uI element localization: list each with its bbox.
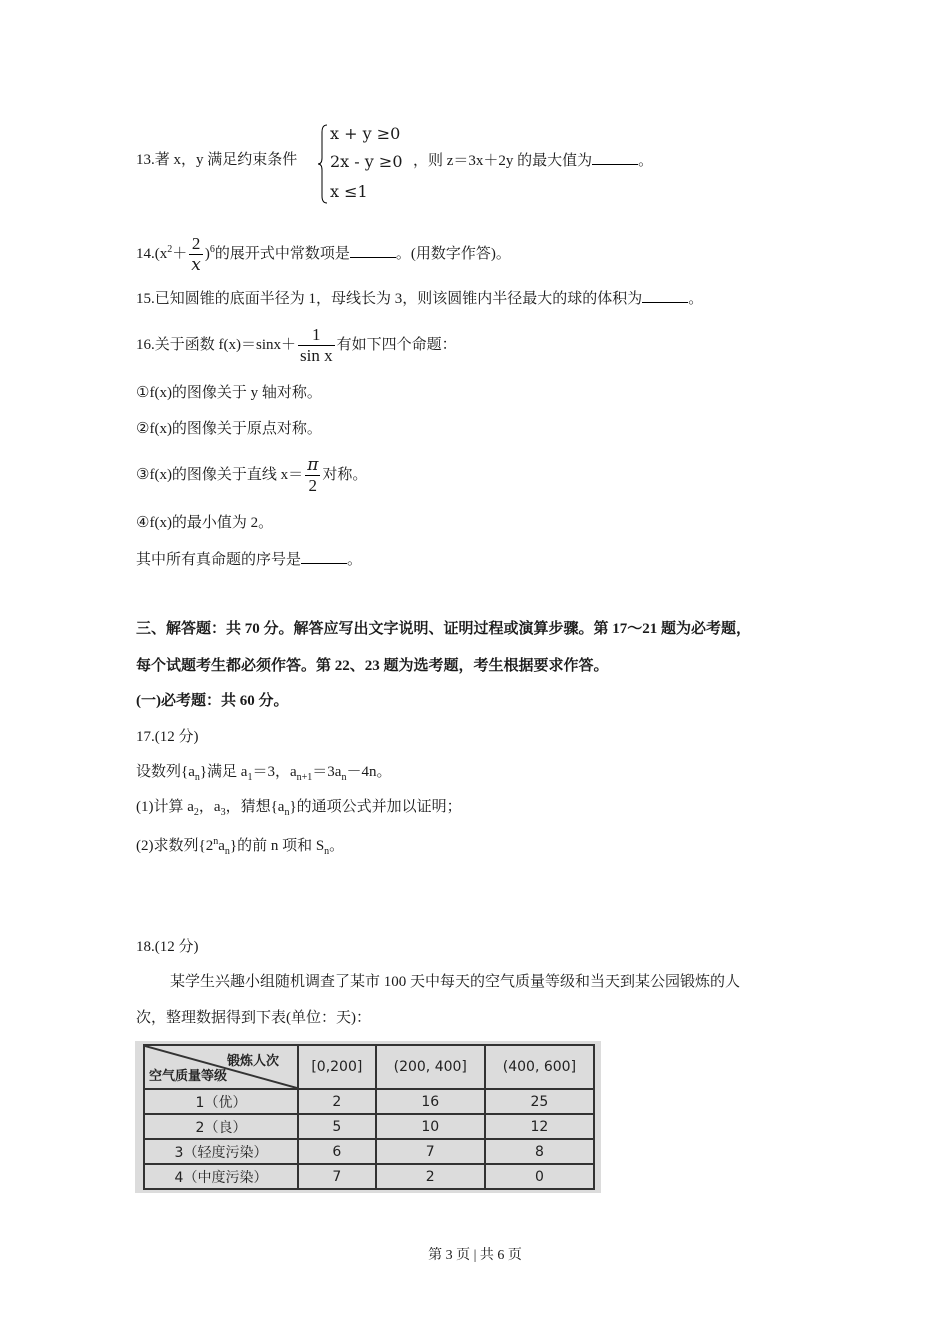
q17-condition: 设数列$\{a_n\}$满足 $a_1=3$，$a_{n+1}=3a_n-4n$。 bbox=[136, 764, 392, 783]
table-col-header: [0,200] bbox=[298, 1045, 376, 1089]
table-row bbox=[144, 1114, 594, 1139]
table-row bbox=[144, 1139, 594, 1164]
table-cell: 10 bbox=[376, 1114, 485, 1139]
page-footer: 第 3 页 | 共 6 页 bbox=[428, 1248, 522, 1263]
row-label: 2（良） bbox=[144, 1114, 298, 1139]
q16-proposition-3: ③f(x)的图像关于直线 x＝ $\frac{\pi}{2}$ 对称。 bbox=[136, 455, 368, 496]
q16-proposition-2: ②f(x)的图像关于原点对称。 bbox=[136, 421, 322, 437]
brace-icon bbox=[318, 124, 328, 204]
constraint-3: x ≤1 bbox=[330, 182, 368, 201]
section3-subheading: (一)必考题：共 60 分。 bbox=[136, 693, 289, 709]
table-row bbox=[144, 1164, 594, 1189]
q18-heading: 18.(12 分) bbox=[136, 939, 199, 955]
table-cell: 12 bbox=[485, 1114, 594, 1139]
pi-over-2-fraction: $\frac{\pi}{2}$ bbox=[307, 455, 319, 496]
table-cell: 5 bbox=[298, 1114, 376, 1139]
q14-text: $14.(x^2+$ $\frac{2}{x}$ )$^6$的展开式中常数项是 。(用数字作答)。 bbox=[136, 234, 511, 276]
table-cell: 0 bbox=[485, 1164, 594, 1189]
constraint-2: 2x - y ≥0 bbox=[330, 152, 403, 171]
table-cell: 8 bbox=[485, 1139, 594, 1164]
table-cell: 6 bbox=[298, 1139, 376, 1164]
q16-question: 其中所有真命题的序号是 。 bbox=[136, 549, 362, 570]
q18-text-line1: 某学生兴趣小组随机调查了某市 100 天中每天的空气质量等级和当天到某公园锻炼的人 bbox=[170, 974, 741, 990]
q15-text: 15.已知圆锥的底面半径为 1，母线长为 3，则该圆锥内半径最大的球的体积为 。 bbox=[136, 288, 703, 309]
answer-blank bbox=[642, 288, 688, 303]
q17-part2: (2)求数列$\{2^na_n\}$的前 n 项和 $S_n$。 bbox=[136, 836, 345, 857]
answer-blank bbox=[592, 150, 638, 165]
q16-fraction: $\frac{1}{\text{sin x}}$ bbox=[300, 325, 333, 366]
table-cell: 16 bbox=[376, 1089, 485, 1114]
q17-part1: (1)计算 $a_2$，$a_3$，猜想$\{a_n\}$的通项公式并加以证明； bbox=[136, 799, 462, 818]
q17-heading: 17.(12 分) bbox=[136, 729, 199, 745]
section3-line2: 每个试题考生都必须作答。第 22、23 题为选考题，考生根据要求作答。 bbox=[136, 658, 609, 674]
table-row bbox=[144, 1089, 594, 1114]
constraint-1: x + y ≥0 bbox=[330, 124, 401, 143]
table-cell: 25 bbox=[485, 1089, 594, 1114]
q18-text-line2: 次，整理数据得到下表(单位：天)： bbox=[136, 1010, 371, 1026]
q16-proposition-4: ④f(x)的最小值为 2。 bbox=[136, 515, 274, 531]
table-cell: 2 bbox=[376, 1164, 485, 1189]
data-table-photo bbox=[135, 1041, 601, 1193]
table-col-header: (400, 600] bbox=[485, 1045, 594, 1089]
table-header-row bbox=[144, 1045, 594, 1089]
table-corner-cell: 锻炼人次 空气质量等级 bbox=[144, 1045, 298, 1089]
q16-text: 16.关于函数 f(x)＝sinx＋ $\frac{1}{\text{sin x}}$ 有如下四个命题： bbox=[136, 325, 457, 366]
answer-blank bbox=[350, 243, 396, 258]
row-label: 3（轻度污染） bbox=[144, 1139, 298, 1164]
table-cell: 7 bbox=[376, 1139, 485, 1164]
section3-line1: 三、解答题：共 70 分。解答应写出文字说明、证明过程或演算步骤。第 17～21 题为必考题， bbox=[136, 621, 752, 637]
answer-blank bbox=[301, 549, 347, 564]
row-label: 4（中度污染） bbox=[144, 1164, 298, 1189]
q14-fraction: $\frac{2}{x}$ bbox=[191, 234, 201, 276]
table-cell: 7 bbox=[298, 1164, 376, 1189]
row-label: 1（优） bbox=[144, 1089, 298, 1114]
q16-proposition-1: ①f(x)的图像关于 y 轴对称。 bbox=[136, 385, 322, 401]
q13-text: 13.著 x，y 满足约束条件 bbox=[136, 152, 298, 168]
q13-suffix: ，则 z＝3x＋2y 的最大值为 。 bbox=[413, 150, 653, 171]
table-col-header: (200, 400] bbox=[376, 1045, 485, 1089]
table-cell: 2 bbox=[298, 1089, 376, 1114]
air-quality-table bbox=[143, 1044, 595, 1190]
